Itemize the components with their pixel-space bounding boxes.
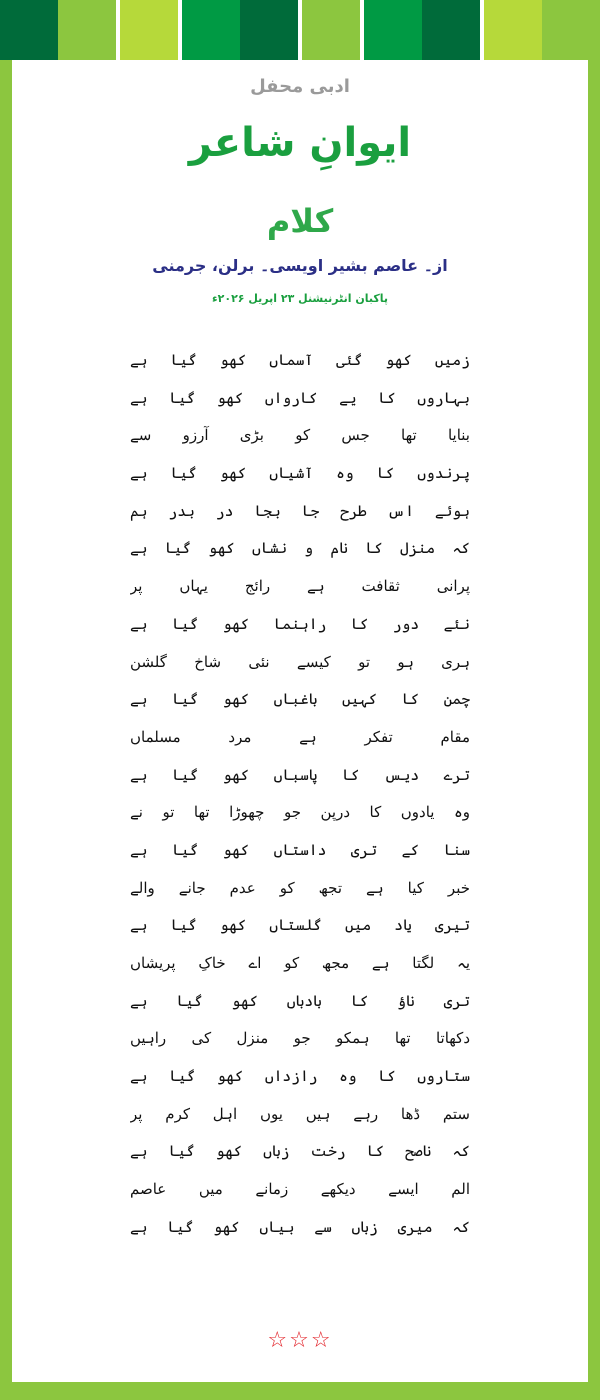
poem-line: وہ یادوں کا درپن جو چھوڑا تھا تو نے (130, 803, 470, 822)
poem-line: دکھاتا تھا ہمکو جو منزل کی راہیں (130, 1029, 470, 1048)
banner-block (422, 0, 480, 60)
poem-line: کہ میری زباں سے بیاں کھو گیا ہے (130, 1217, 470, 1236)
banner-block (120, 0, 178, 60)
poem-line: بنایا تھا جس کو بڑی آرزو سے (130, 426, 470, 445)
poem-body (130, 342, 470, 1247)
poem-line: خبر کیا ہے تجھ کو عدم جانے والے (130, 878, 470, 897)
banner-block (542, 0, 600, 60)
banner-block (484, 0, 542, 60)
poem-line: ستاروں کا وہ رازداں کھو گیا ہے (130, 1067, 470, 1086)
poem-line: ہوئے اس طرح جا بجا در بدر ہم (130, 501, 470, 520)
poem-line: پرانی ثقافت ہے رائج یہاں پر (130, 577, 470, 596)
poem-line: یہ لگتا ہے مجھ کو اے خاکِ پریشاں (130, 954, 470, 972)
page-title: ایوانِ شاعر (188, 120, 412, 166)
poem-line: الم ایسے دیکھے زمانے میں عاصم (130, 1180, 470, 1199)
banner-block (364, 0, 422, 60)
poem-line: مقام تفکر ہے مرد مسلماں (130, 727, 470, 746)
content-panel (12, 60, 588, 1382)
poem-line: تیری یاد میں گلستاں کھو گیا ہے (130, 916, 470, 935)
poem-line: چمن کا کہیں باغباں کھو گیا ہے (130, 690, 470, 709)
poem-line: ستم ڈھا رہے ہیں یوں اہل کرم پر (130, 1104, 470, 1123)
publication-line: پاکبان انٹرنیشنل ۲۳ اپریل ۲۰۲۶ء (212, 292, 388, 305)
poem-line: کہ منزل کا نام و نشاں کھو گیا ہے (130, 539, 470, 558)
banner-block (0, 0, 58, 60)
top-banner (0, 0, 600, 60)
poem-line: پرندوں کا وہ آشیاں کھو گیا ہے (130, 464, 470, 483)
poem-line: بہاروں کا یے کارواں کھو گیا ہے (130, 388, 470, 407)
poem-line: کہ ناصح کا رخت زباں کھو گیا ہے (130, 1142, 470, 1161)
banner-block (58, 0, 116, 60)
poem-line: سنا کے تری داستاں کھو گیا ہے (130, 840, 470, 859)
banner-block (302, 0, 360, 60)
poem-line: ترے دیس کا پاسباں کھو گیا ہے (130, 765, 470, 784)
poem-line: نئے دور کا راہنما کھو گیا ہے (130, 614, 470, 633)
banner-block (182, 0, 240, 60)
poem-line: تری ناؤ کا بادباں کھو گیا ہے (130, 991, 470, 1010)
star-divider: ☆☆☆ (267, 1328, 333, 1353)
section-heading: کلام (266, 202, 334, 240)
page-subtitle: ادبی محفل (250, 76, 350, 97)
poem-line: زمیں کھو گئی آسماں کھو گیا ہے (130, 351, 470, 369)
banner-block (240, 0, 298, 60)
author-line: از۔ عاصم بشیر اویسی۔ برلن، جرمنی (152, 256, 448, 275)
poem-line: ہری ہو تو کیسے نئی شاخ گلشن (130, 652, 470, 671)
